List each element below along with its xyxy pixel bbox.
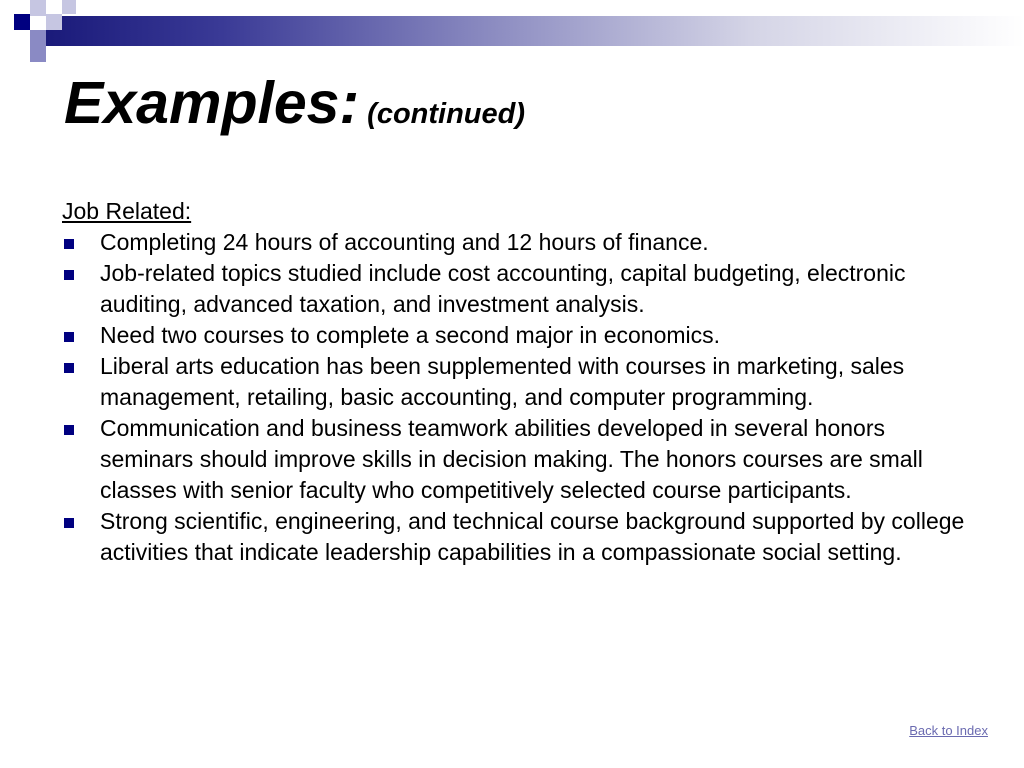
header-square xyxy=(30,0,46,16)
header-gradient-bar xyxy=(46,16,1024,46)
header-square xyxy=(46,14,62,30)
bullet-item xyxy=(62,320,982,351)
title-subtitle: (continued) xyxy=(367,98,526,130)
square-bullet-icon xyxy=(64,425,74,435)
header-square xyxy=(30,30,46,46)
slide-title xyxy=(64,70,526,136)
bullet-item xyxy=(62,351,982,413)
section-heading: Job Related: xyxy=(62,198,192,224)
square-bullet-icon xyxy=(64,332,74,342)
slide-content xyxy=(62,196,982,568)
bullet-text: Strong scientific, engineering, and technical course background supported by college activities that indicate leadership capabilities in a compassionate social setting. xyxy=(100,508,965,565)
bullet-text: Communication and business teamwork abilities developed in several honors seminars should improve skills in decision making. The honors courses are small classes with senior faculty who competitively selected course participants. xyxy=(100,415,923,503)
bullet-list xyxy=(62,227,982,568)
header-square xyxy=(62,0,76,14)
title-main: Examples: xyxy=(64,70,360,136)
square-bullet-icon xyxy=(64,239,74,249)
back-to-index-link[interactable]: Back to Index xyxy=(909,723,988,738)
bullet-item xyxy=(62,506,982,568)
bullet-item xyxy=(62,258,982,320)
bullet-text: Need two courses to complete a second major in economics. xyxy=(100,322,721,348)
header-square xyxy=(30,46,46,62)
bullet-item xyxy=(62,413,982,506)
header-square xyxy=(14,14,30,30)
bullet-item xyxy=(62,227,982,258)
header-decoration xyxy=(0,0,1024,64)
square-bullet-icon xyxy=(64,363,74,373)
square-bullet-icon xyxy=(64,270,74,280)
bullet-text: Job-related topics studied include cost accounting, capital budgeting, electronic auditing, advanced taxation, and investment analysis. xyxy=(100,260,906,317)
bullet-text: Liberal arts education has been supplemented with courses in marketing, sales management, retailing, basic accounting, and computer programming. xyxy=(100,353,905,410)
bullet-text: Completing 24 hours of accounting and 12 hours of finance. xyxy=(100,229,709,255)
square-bullet-icon xyxy=(64,518,74,528)
